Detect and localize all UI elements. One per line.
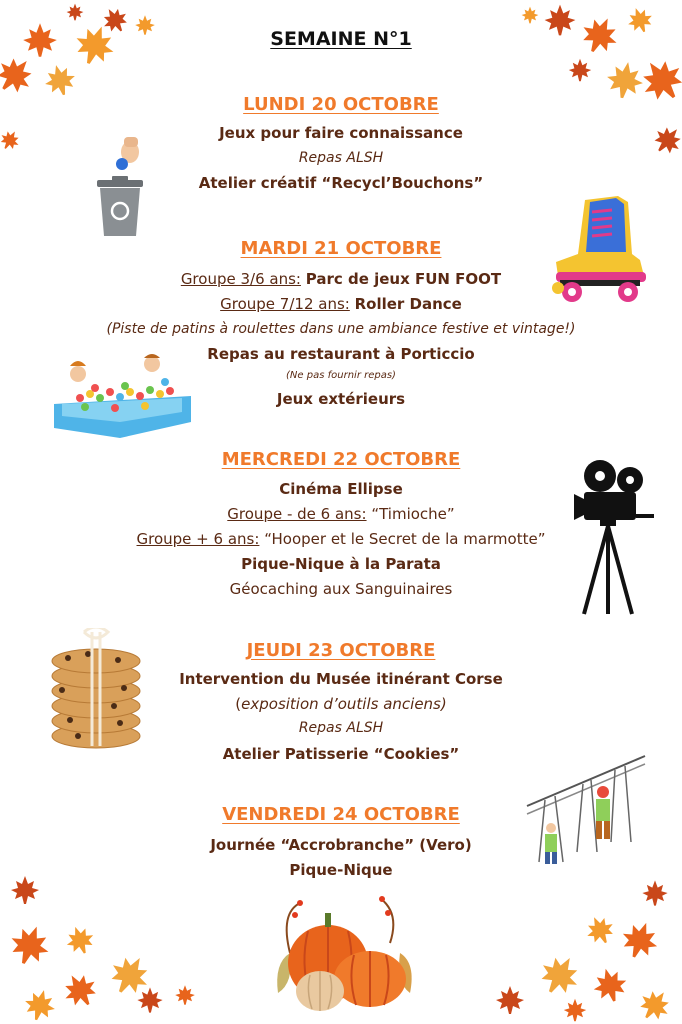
- mardi-group-2-label: Groupe 7/12 ans:: [220, 295, 350, 313]
- mardi-group-2-activity: Roller Dance: [354, 295, 462, 313]
- mercredi-activity-1: Cinéma Ellipse: [279, 480, 403, 498]
- mardi-group-2: [0, 295, 682, 313]
- mercredi-group-1: [0, 505, 682, 523]
- mercredi-picnic: Pique-Nique à la Parata: [241, 555, 441, 573]
- mercredi-activity-last: Géocaching aux Sanguinaires: [229, 580, 453, 598]
- jeudi-note-text: exposition d’outils anciens): [241, 695, 447, 713]
- mercredi-group-1-activity: “Timioche”: [371, 505, 455, 523]
- lundi-meal: Repas ALSH: [298, 150, 384, 166]
- mardi-note: (Piste de patins à roulettes dans une ambiance festive et vintage!): [106, 321, 576, 337]
- mardi-group-1: [0, 270, 682, 288]
- vendredi-activity-1: Journée “Accrobranche” (Vero): [210, 836, 472, 854]
- mardi-group-1-label: Groupe 3/6 ans:: [180, 270, 301, 288]
- day-heading-lundi: LUNDI 20 OCTOBRE: [243, 94, 439, 115]
- vendredi-picnic: Pique-Nique: [289, 861, 393, 879]
- day-heading-jeudi: JEUDI 23 OCTOBRE: [246, 640, 436, 661]
- lundi-activity-1: Jeux pour faire connaissance: [219, 124, 463, 142]
- mardi-meal-note: (Ne pas fournir repas): [286, 370, 396, 381]
- jeudi-activity-2: Atelier Patisserie “Cookies”: [222, 745, 460, 763]
- day-heading-mercredi: MERCREDI 22 OCTOBRE: [221, 449, 461, 470]
- mercredi-group-1-label: Groupe - de 6 ans:: [227, 505, 367, 523]
- jeudi-note: [0, 695, 682, 713]
- mardi-group-1-activity: Parc de jeux FUN FOOT: [305, 270, 502, 288]
- jeudi-activity-1: Intervention du Musée itinérant Corse: [179, 670, 503, 688]
- jeudi-note-open: (: [235, 695, 242, 713]
- day-heading-mardi: MARDI 21 OCTOBRE: [240, 238, 442, 259]
- mercredi-group-2: [0, 530, 682, 548]
- mardi-meal: Repas au restaurant à Porticcio: [207, 345, 475, 363]
- mardi-activity-last: Jeux extérieurs: [276, 390, 406, 408]
- pumpkins-icon: [270, 893, 420, 1018]
- day-heading-vendredi: VENDREDI 24 OCTOBRE: [222, 804, 460, 825]
- jeudi-meal: Repas ALSH: [298, 720, 384, 736]
- page-title: SEMAINE N°1: [270, 28, 412, 50]
- lundi-activity-2: Atelier créatif “Recycl’Bouchons”: [198, 174, 484, 192]
- mercredi-group-2-activity: “Hooper et le Secret de la marmotte”: [264, 530, 546, 548]
- mercredi-group-2-label: Groupe + 6 ans:: [136, 530, 260, 548]
